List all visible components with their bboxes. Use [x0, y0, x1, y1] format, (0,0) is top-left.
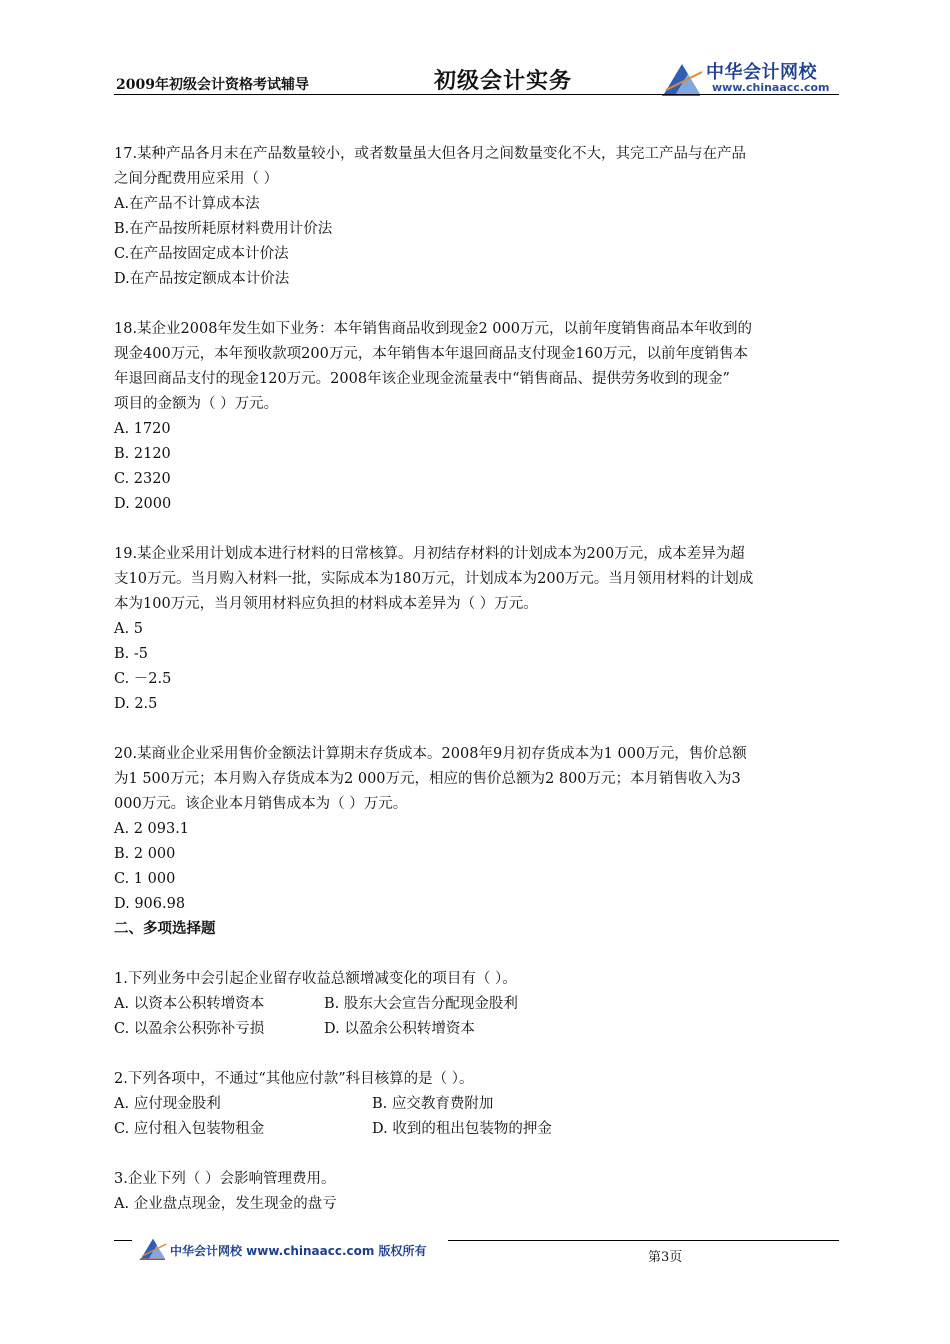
option-c: C. 2320 [114, 471, 171, 487]
option-c: C. －2.5 [114, 671, 172, 687]
question-stem-line: 本为100万元，当月领用材料应负担的材料成本差异为（ ）万元。 [114, 596, 538, 612]
footer-rule-left [114, 1240, 132, 1241]
option-b: B. 2 000 [114, 846, 176, 862]
footer-copyright: 中华会计网校 www.chinaacc.com 版权所有 [170, 1244, 427, 1258]
question-stem-line: 3.企业下列（ ）会影响管理费用。 [114, 1171, 336, 1187]
question-stem-line: 支10万元。当月购入材料一批，实际成本为180万元，计划成本为200万元。当月领用材料的计划成 [114, 571, 754, 587]
option-a: A.在产品不计算成本法 [114, 196, 260, 212]
header-course-name: 2009年初级会计资格考试辅导 [116, 77, 309, 93]
question-17 [114, 142, 839, 292]
option-b: B. -5 [114, 646, 148, 662]
option-row [114, 1017, 839, 1042]
option-b: B.在产品按所耗原材料费用计价法 [114, 221, 333, 237]
page-content [114, 142, 839, 1217]
page-footer [114, 1232, 839, 1272]
option-a: A. 5 [114, 621, 143, 637]
option-row [114, 1117, 839, 1142]
chinaacc-logo-icon [660, 60, 704, 96]
question-stem-line: 17.某种产品各月末在产品数量较小，或者数量虽大但各月之间数量变化不大，其完工产品与在产品 [114, 146, 747, 162]
logo-url: www.chinaacc.com [712, 81, 830, 94]
option-c: C. 以盈余公积弥补亏损 [114, 1021, 265, 1037]
option-c: C. 应付租入包装物租金 [114, 1121, 265, 1137]
option-b: B. 2120 [114, 446, 171, 462]
option-c: C. 1 000 [114, 871, 176, 887]
option-a: A. 企业盘点现金，发生现金的盘亏 [114, 1196, 337, 1212]
option-d: D. 收到的租出包装物的押金 [372, 1121, 552, 1137]
page-header [114, 56, 839, 100]
option-b: B. 应交教育费附加 [372, 1096, 494, 1112]
option-a: A. 1720 [114, 421, 171, 437]
chinaacc-logo-icon [138, 1236, 168, 1260]
question-stem-line: 19.某企业采用计划成本进行材料的日常核算。月初结存材料的计划成本为200万元，成本差异为超 [114, 546, 745, 562]
option-d: D. 906.98 [114, 896, 186, 912]
question-stem-line: 1.下列业务中会引起企业留存收益总额增减变化的项目有（ ）。 [114, 971, 517, 987]
option-d: D. 2000 [114, 496, 172, 512]
question-stem-line: 项目的金额为（ ）万元。 [114, 396, 279, 412]
section-title-multiple-choice: 二、多项选择题 [114, 921, 216, 937]
question-stem-line: 20.某商业企业采用售价金额法计算期末存货成本。2008年9月初存货成本为1 000万元，售价总额 [114, 746, 747, 762]
option-a: A. 应付现金股利 [114, 1096, 221, 1112]
option-b: B. 股东大会宣告分配现金股利 [324, 996, 518, 1012]
question-20 [114, 742, 839, 917]
question-stem-line: 为1 500万元；本月购入存货成本为2 000万元，相应的售价总额为2 800万元；本月销售收入为3 [114, 771, 741, 787]
question-stem-line: 000万元。该企业本月销售成本为（ ）万元。 [114, 796, 408, 812]
logo-name: 中华会计网校 [706, 62, 817, 83]
page-number: 第3页 [648, 1250, 683, 1265]
question-19 [114, 542, 839, 717]
question-18 [114, 317, 839, 517]
option-a: A. 2 093.1 [114, 821, 190, 837]
mc-question-1 [114, 967, 839, 1042]
mc-question-3 [114, 1167, 839, 1217]
question-stem-line: 18.某企业2008年发生如下业务：本年销售商品收到现金2 000万元，以前年度销售商品本年收到的 [114, 321, 752, 337]
option-d: D. 以盈余公积转增资本 [324, 1021, 475, 1037]
header-rule [114, 94, 839, 95]
question-stem-line: 2.下列各项中，不通过“其他应付款”科目核算的是（ ）。 [114, 1071, 474, 1087]
footer-rule-right [448, 1240, 839, 1241]
option-row [114, 1092, 839, 1117]
question-stem-line: 年退回商品支付的现金120万元。2008年该企业现金流量表中“销售商品、提供劳务收到的现金” [114, 371, 730, 387]
header-title: 初级会计实务 [434, 68, 573, 94]
question-stem-line: 现金400万元，本年预收款项200万元，本年销售本年退回商品支付现金160万元，以前年度销售本 [114, 346, 749, 362]
option-d: D. 2.5 [114, 696, 158, 712]
option-d: D.在产品按定额成本计价法 [114, 271, 290, 287]
header-logo [660, 56, 840, 98]
option-a: A. 以资本公积转增资本 [114, 996, 265, 1012]
question-stem-line: 之间分配费用应采用（ ） [114, 171, 279, 187]
mc-question-2 [114, 1067, 839, 1142]
option-c: C.在产品按固定成本计价法 [114, 246, 289, 262]
option-row [114, 992, 839, 1017]
